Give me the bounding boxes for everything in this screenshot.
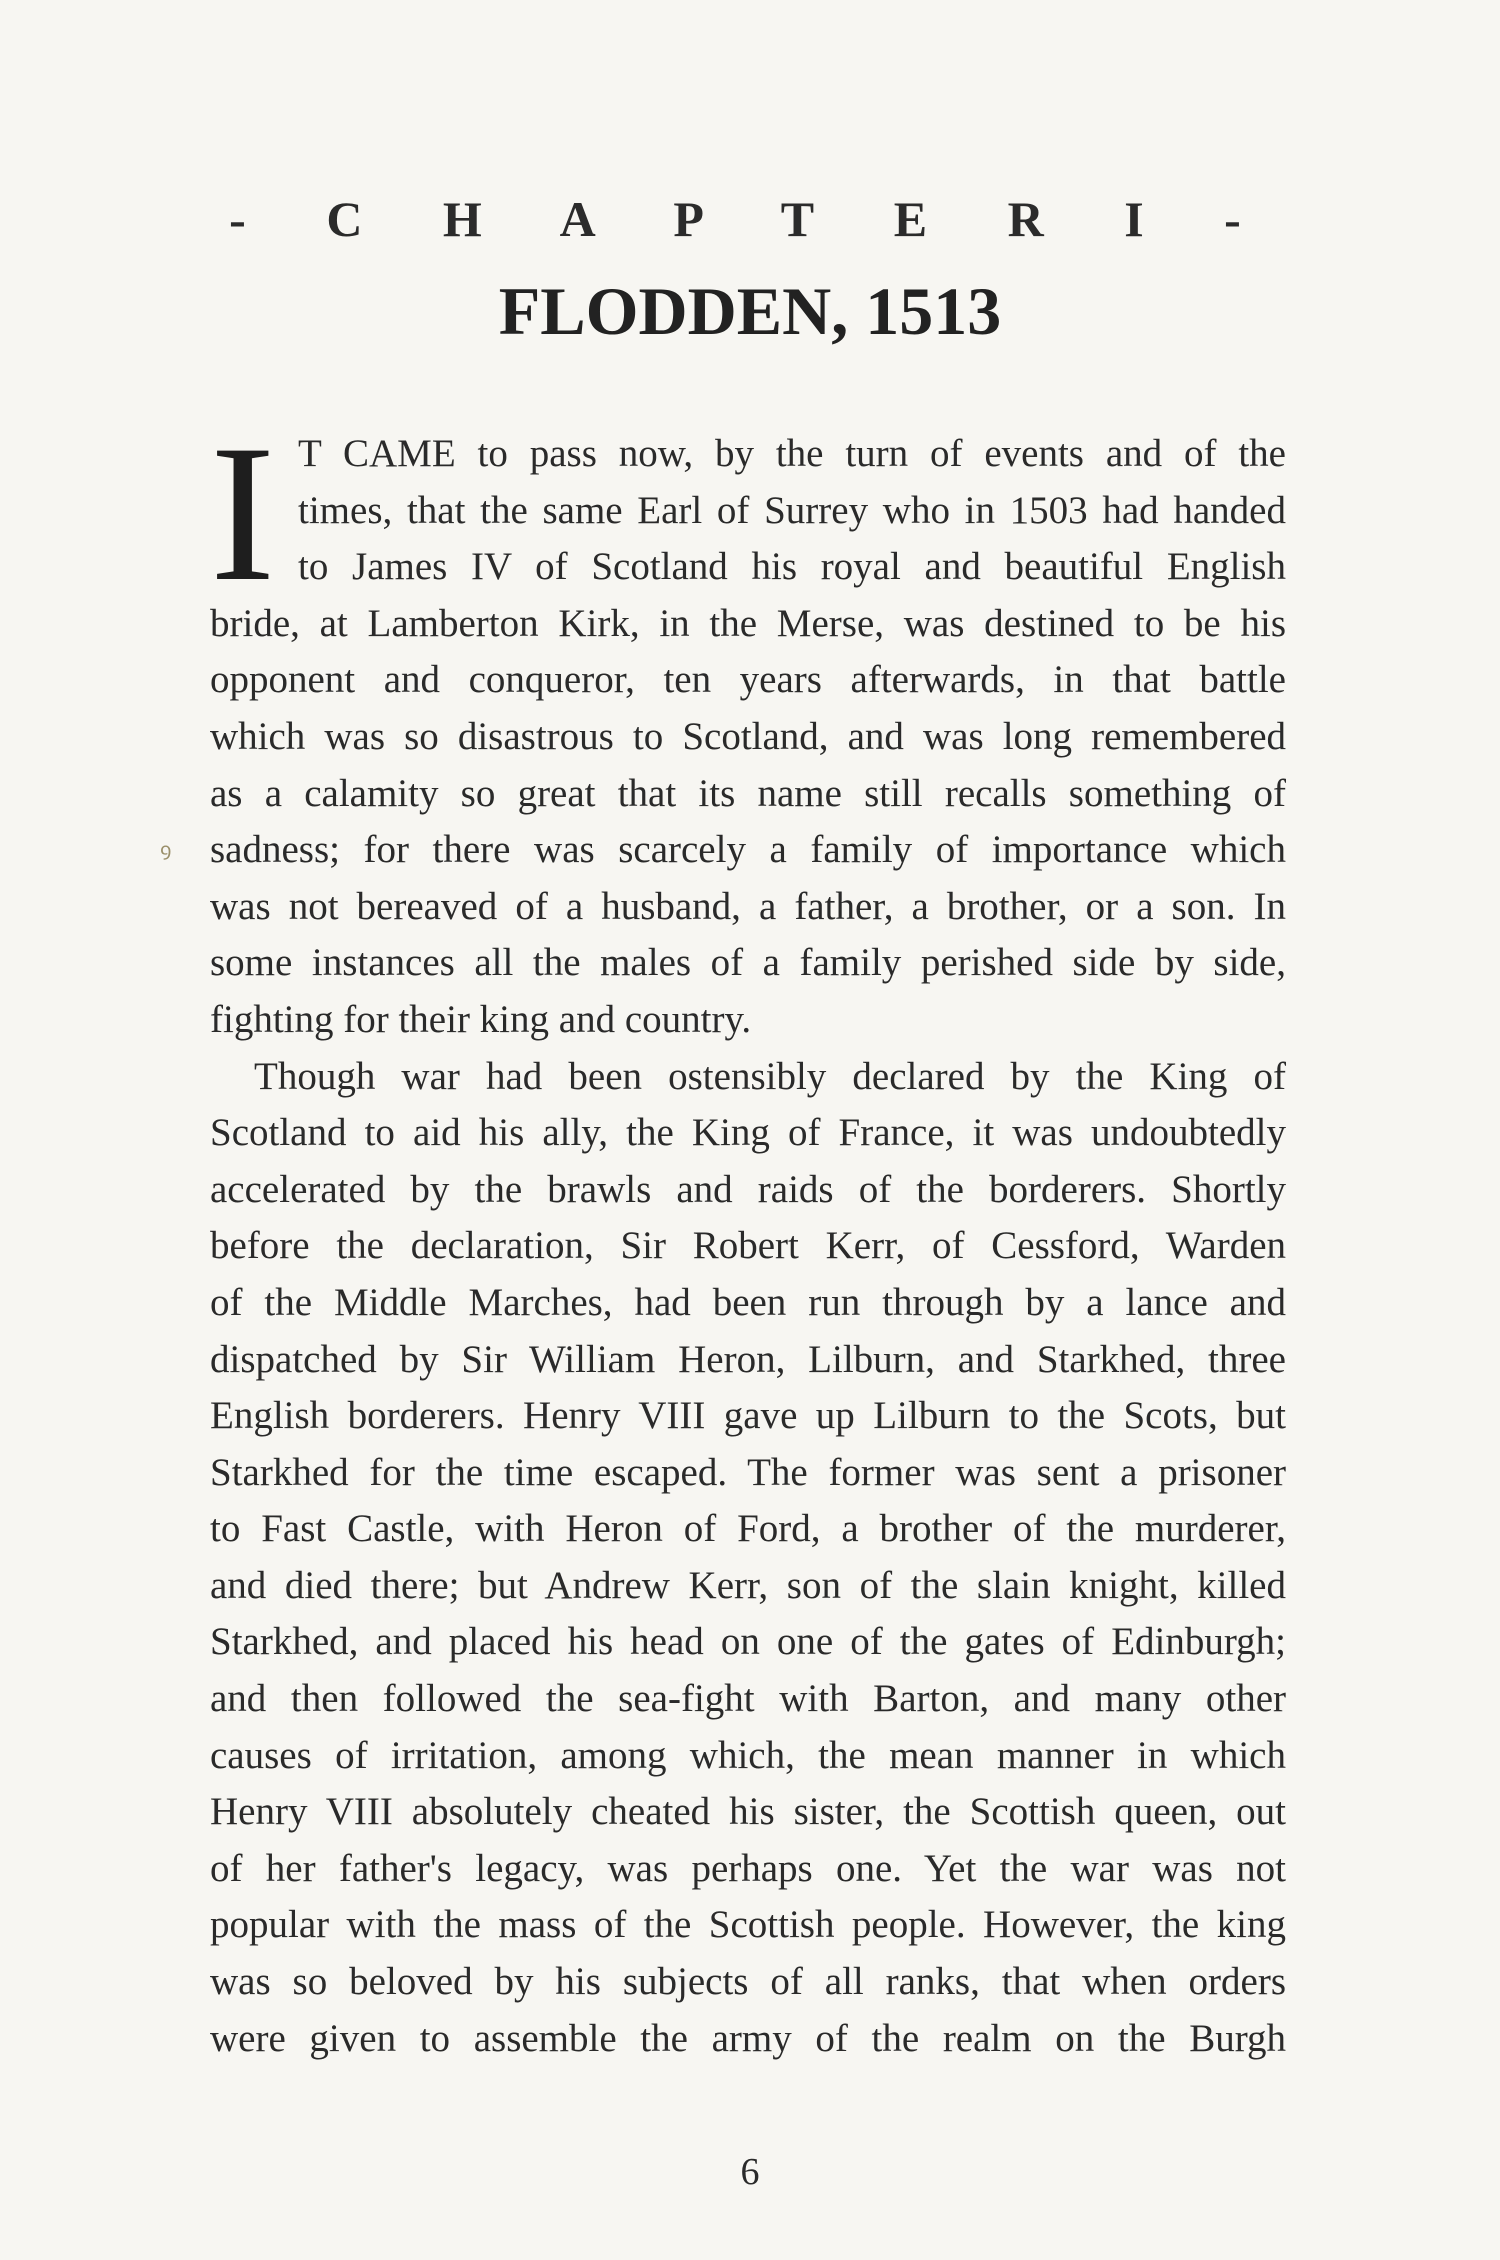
text-line: dispatched by Sir William Heron, Lilburn, and Starkhed, three <box>210 1337 1286 1381</box>
text-line: to James IV of Scotland his royal and beautiful English <box>298 545 1286 589</box>
chapter-label: - C H A P T E R I - <box>229 191 1271 247</box>
text-line: Starkhed for the time escaped. The former was sent a prisoner <box>210 1450 1286 1494</box>
text-line: of her father's legacy, was perhaps one. Yet the war was not <box>210 1846 1286 1890</box>
text-line: sadness; for there was scarcely a family of importance which <box>210 828 1286 872</box>
text-line: T CAME to pass now, by the turn of events and of the <box>298 432 1286 475</box>
text-line: Henry VIII absolutely cheated his sister, the Scottish queen, out <box>210 1790 1286 1834</box>
text-line: to Fast Castle, with Heron of Ford, a brother of the murderer, <box>210 1507 1286 1551</box>
text-line: times, that the same Earl of Surrey who in 1503 had handed <box>298 488 1286 532</box>
text-line: English borderers. Henry VIII gave up Lilburn to the Scots, but <box>210 1394 1286 1438</box>
text-line: some instances all the males of a family perished side by side, <box>210 941 1286 985</box>
margin-mark: ꝰ <box>160 838 172 871</box>
text-line: were given to assemble the army of the realm on the Burgh <box>210 2016 1286 2060</box>
text-line: bride, at Lamberton Kirk, in the Merse, was destined to be his <box>210 601 1286 645</box>
text-line: Though war had been ostensibly declared by the King of <box>254 1054 1286 1098</box>
text-line: popular with the mass of the Scottish people. However, the king <box>210 1903 1286 1947</box>
text-line: as a calamity so great that its name still recalls something of <box>210 771 1286 815</box>
text-line: causes of irritation, among which, the mean manner in which <box>210 1733 1286 1777</box>
text-line: Scotland to aid his ally, the King of France, it was undoubtedly <box>210 1111 1286 1155</box>
text-line: accelerated by the brawls and raids of the borderers. Shortly <box>210 1167 1286 1211</box>
text-line: before the declaration, Sir Robert Kerr, of Cessford, Warden <box>210 1224 1286 1268</box>
text-line: of the Middle Marches, had been run through by a lance and <box>210 1280 1286 1324</box>
text-line: and then followed the sea-fight with Barton, and many other <box>210 1677 1286 1721</box>
text-line: and died there; but Andrew Kerr, son of the slain knight, killed <box>210 1563 1286 1607</box>
text-line: which was so disastrous to Scotland, and was long remembered <box>210 714 1286 758</box>
page-number: 6 <box>740 2151 760 2193</box>
text-line: opponent and conqueror, ten years afterwards, in that battle <box>210 658 1286 702</box>
text-line: was not bereaved of a husband, a father, a brother, or a son. In <box>210 884 1286 928</box>
drop-cap: I <box>210 405 276 622</box>
text-line: was so beloved by his subjects of all ranks, that when orders <box>210 1960 1286 2004</box>
text-line: fighting for their king and country. <box>210 997 752 1041</box>
text-line: Starkhed, and placed his head on one of the gates of Edinburgh; <box>210 1620 1286 1664</box>
body-text <box>210 405 1286 2067</box>
chapter-title: FLODDEN, 1513 <box>498 273 1002 349</box>
